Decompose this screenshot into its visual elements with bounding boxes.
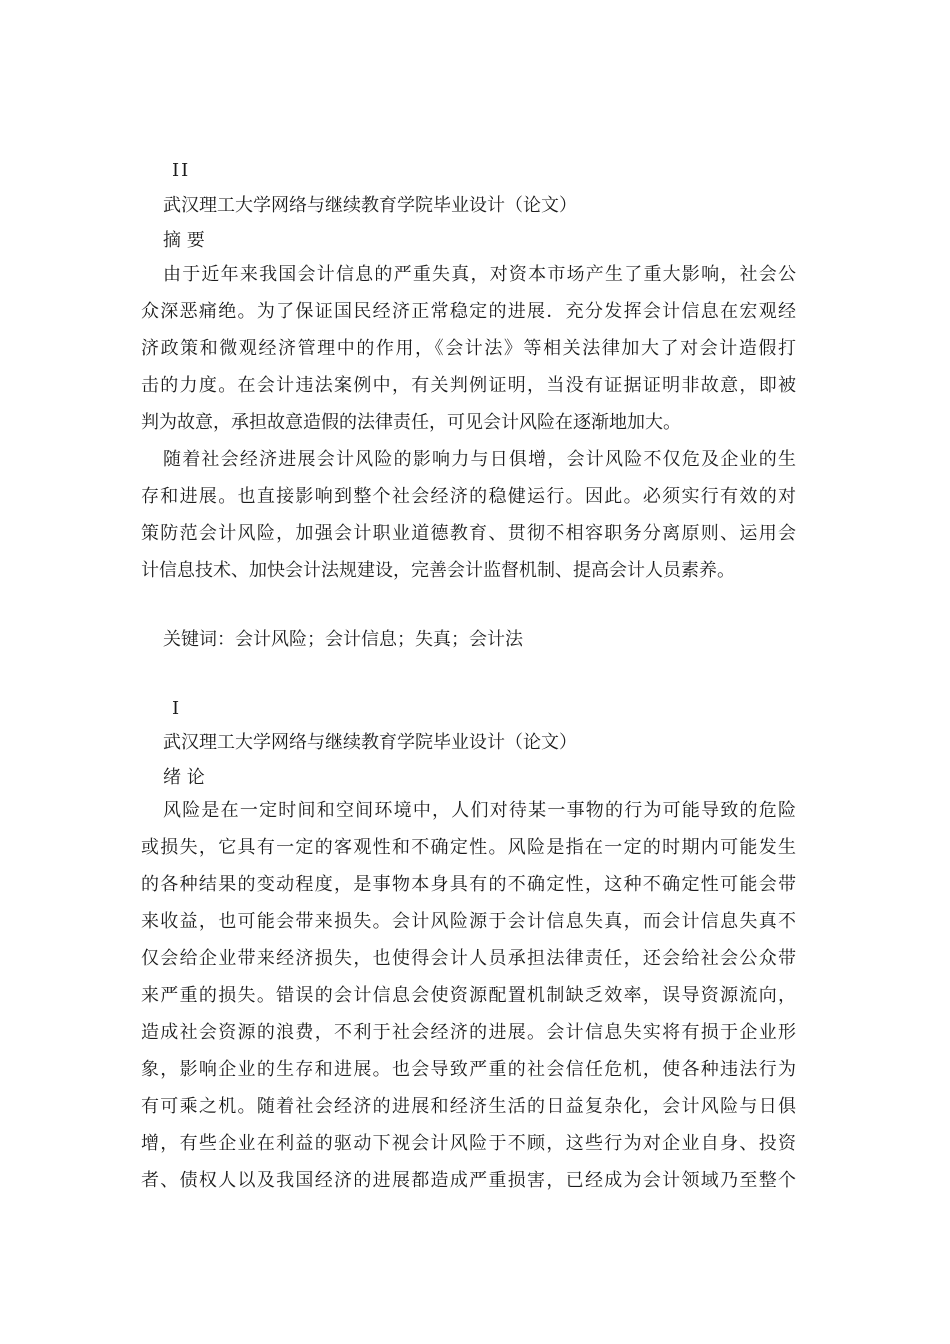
text-line: 来收益，也可能会带来损失。会计风险源于会计信息失真，而会计信息失真不 — [141, 911, 796, 932]
text-line: 者、债权人以及我国经济的进展都造成严重损害，已经成为会计领域乃至整个 — [141, 1170, 796, 1191]
text-line: 仅会给企业带来经济损失，也使得会计人员承担法律责任，还会给社会公众带 — [141, 948, 796, 969]
abstract-paragraph-1 — [141, 256, 796, 441]
text-line: 随着社会经济进展会计风险的影响力与日俱增，会计风险不仅危及企业的生 — [163, 449, 796, 470]
text-line: 增，有些企业在利益的驱动下视会计风险于不顾，这些行为对企业自身、投资 — [141, 1133, 796, 1154]
introduction-paragraph — [141, 792, 796, 1199]
text-line: 计信息技术、加快会计法规建设，完善会计监督机制、提高会计人员素养。 — [141, 560, 735, 581]
page-number: I — [172, 698, 182, 719]
text-line: 济政策和微观经济管理中的作用，《会计法》等相关法律加大了对会计造假打 — [141, 338, 796, 359]
text-line: 来严重的损失。错误的会计信息会使资源配置机制缺乏效率，误导资源流向， — [141, 985, 796, 1006]
page-header: 武汉理工大学网络与继续教育学院毕业设计（论文） — [163, 732, 577, 753]
text-line: 的各种结果的变动程度，是事物本身具有的不确定性，这种不确定性可能会带 — [141, 874, 796, 895]
section-title: 绪 论 — [163, 767, 205, 788]
keywords: 关键词：会计风险；会计信息；失真；会计法 — [163, 629, 523, 650]
text-line: 由于近年来我国会计信息的严重失真，对资本市场产生了重大影响，社会公 — [163, 264, 796, 285]
section-title: 摘 要 — [163, 230, 205, 251]
text-line: 击的力度。在会计违法案例中，有关判例证明，当没有证据证明非故意，即被 — [141, 375, 796, 396]
text-line: 判为故意，承担故意造假的法律责任，可见会计风险在逐渐地加大。 — [141, 412, 681, 433]
text-line: 众深恶痛绝。为了保证国民经济正常稳定的进展．充分发挥会计信息在宏观经 — [141, 301, 796, 322]
text-line: 象，影响企业的生存和进展。也会导致严重的社会信任危机，使各种违法行为 — [141, 1059, 796, 1080]
page-number: II — [172, 160, 191, 181]
text-line: 造成社会资源的浪费，不利于社会经济的进展。会计信息失实将有损于企业形 — [141, 1022, 796, 1043]
text-line: 有可乘之机。随着社会经济的进展和经济生活的日益复杂化，会计风险与日俱 — [141, 1096, 796, 1117]
page-header: 武汉理工大学网络与继续教育学院毕业设计（论文） — [163, 195, 577, 216]
text-line: 存和进展。也直接影响到整个社会经济的稳健运行。因此。必须实行有效的对 — [141, 486, 796, 507]
text-line: 策防范会计风险，加强会计职业道德教育、贯彻不相容职务分离原则、运用会 — [141, 523, 796, 544]
abstract-paragraph-2 — [141, 441, 796, 589]
text-line: 或损失，它具有一定的客观性和不确定性。风险是指在一定的时期内可能发生 — [141, 837, 796, 858]
text-line: 风险是在一定时间和空间环境中，人们对待某一事物的行为可能导致的危险 — [163, 800, 796, 821]
